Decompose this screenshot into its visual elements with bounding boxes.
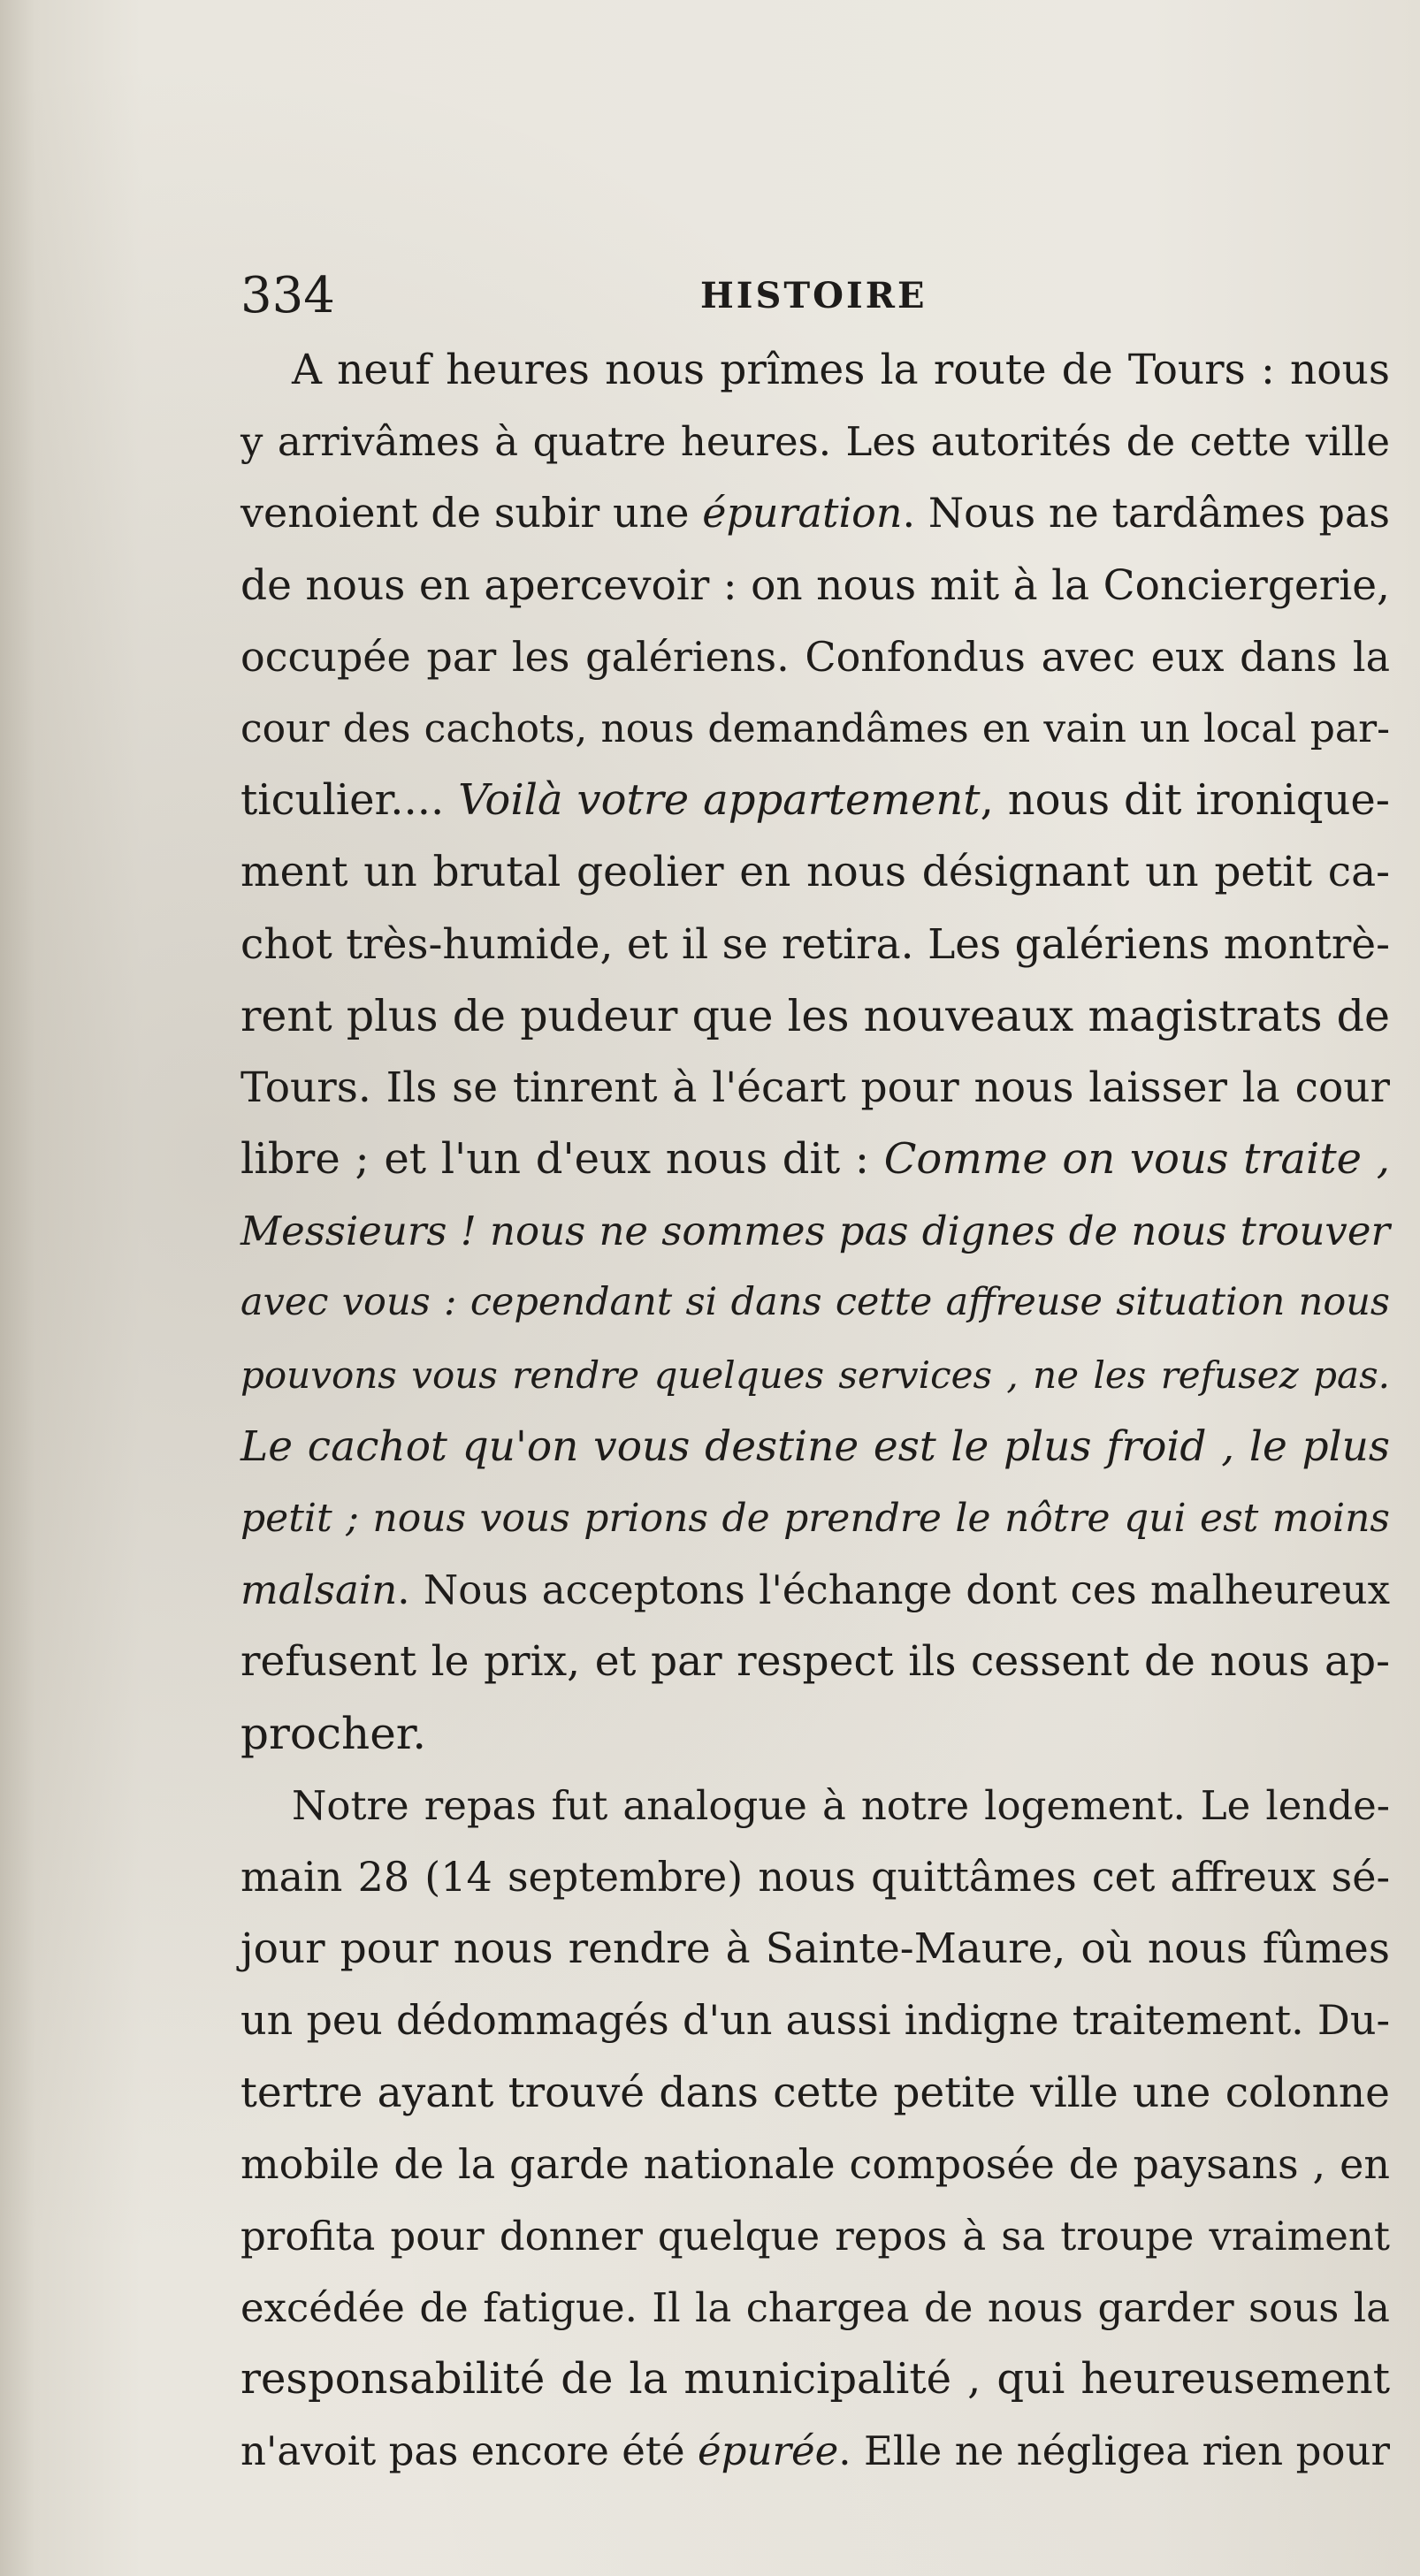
text-line: procher. <box>240 1707 427 1759</box>
text-line: profita pour donner quelque repos à sa troupe vraiment <box>240 2212 1390 2260</box>
text-line: un peu dédommagés d'un aussi indigne traitement. Du- <box>240 1996 1390 2045</box>
text-line: y arrivâmes à quatre heures. Les autorités de cette ville <box>240 418 1390 466</box>
text-line: excédée de fatigue. Il la chargea de nous garder sous la <box>240 2284 1390 2332</box>
text-line: avec vous : cependant si dans cette affreuse situation nous <box>240 1280 1390 1325</box>
page-number: 334 <box>240 267 335 324</box>
text-line: Messieurs ! nous ne sommes pas dignes de nous trouver <box>240 1208 1390 1255</box>
text-line: rent plus de pudeur que les nouveaux magistrats de <box>240 990 1390 1041</box>
text-line: Le cachot qu'on vous destine est le plus froid , le plus <box>240 1421 1390 1471</box>
text-line: occupée par les galériens. Confondus avec eux dans la <box>240 632 1390 681</box>
running-head: HISTOIRE <box>700 275 928 316</box>
text-line: tertre ayant trouvé dans cette petite ville une colonne <box>240 2068 1390 2117</box>
text-line: mobile de la garde nationale composée de paysans , en <box>240 2139 1390 2188</box>
page-header <box>240 265 1390 327</box>
text-line: refusent le prix, et par respect ils cessent de nous ap- <box>240 1637 1390 1687</box>
text-line: Tours. Ils se tinrent à l'écart pour nous laisser la cour <box>240 1063 1390 1112</box>
text-line: Notre repas fut analogue à notre logement. Le lende- <box>292 1781 1390 1829</box>
text-line: jour pour nous rendre à Sainte-Maure, où nous fûmes <box>240 1924 1390 1974</box>
text-line: ticulier.... Voilà votre appartement, nous dit ironique- <box>240 775 1390 826</box>
text-line: responsabilité de la municipalité , qui heureusement <box>240 2354 1390 2405</box>
text-line: petit ; nous vous prions de prendre le nôtre qui est moins <box>240 1496 1390 1541</box>
text-line: cour des cachots, nous demandâmes en vain un local par- <box>240 705 1390 751</box>
text-line: venoient de subir une épuration. Nous ne tardâmes pas <box>240 489 1390 537</box>
text-line: main 28 (14 septembre) nous quittâmes cet affreux sé- <box>240 1852 1390 1901</box>
body-text <box>240 334 1390 2488</box>
text-line: libre ; et l'un d'eux nous dit : Comme on vous traite , <box>240 1134 1391 1185</box>
text-line: A neuf heures nous prîmes la route de Tours : nous <box>292 346 1390 394</box>
text-line: ment un brutal geolier en nous désignant un petit ca- <box>240 848 1390 897</box>
text-line: pouvons vous rendre quelques services , ne les refusez pas. <box>240 1353 1390 1397</box>
text-line: chot très-humide, et il se retira. Les galériens montrè- <box>240 919 1390 969</box>
text-line: n'avoit pas encore été épurée. Elle ne négligea rien pour <box>240 2427 1390 2475</box>
text-line: malsain. Nous acceptons l'échange dont ces malheureux <box>240 1566 1390 1614</box>
text-line: de nous en apercevoir : on nous mit à la Conciergerie, <box>240 560 1390 610</box>
